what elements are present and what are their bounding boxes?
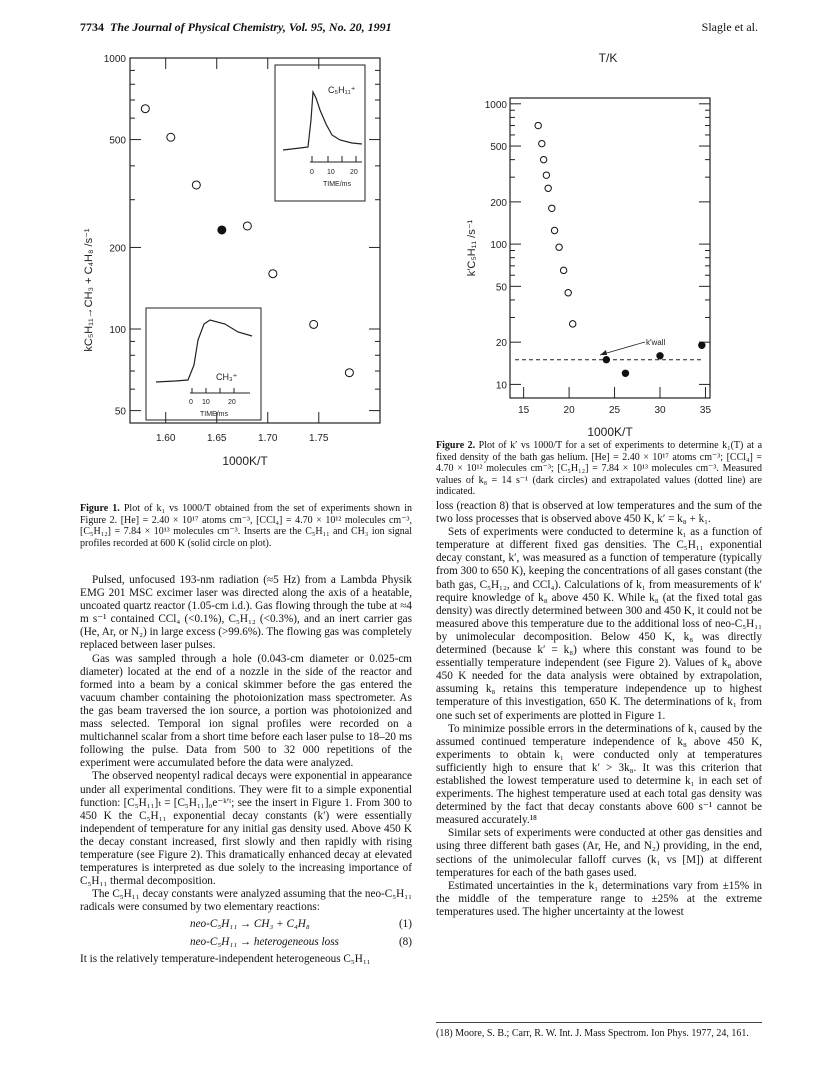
fig1-inset-top: [275, 65, 365, 201]
fig2-wall-annotation: [600, 338, 666, 355]
paragraph: loss (reaction 8) that is observed at low temperatures and the sum of the two loss processes that is observed above 450 K, k′ = k₈ + k₁.: [436, 500, 762, 526]
fig2-caption-label: Figure 2.: [436, 440, 476, 451]
equation-1-text: neo-C₅H₁₁ → CH₃ + C₄H₈: [190, 918, 310, 931]
footnote-rule: [436, 1022, 762, 1023]
fig1-x-tick-label: 1.70: [258, 433, 278, 444]
fig2-point-open: [556, 244, 562, 250]
fig2-y-tick-label: 200: [490, 197, 507, 209]
paragraph: Similar sets of experiments were conducted at other gas densities and using three different bath gases (Ar, He, and N₂) providing, in the end, sections of the unimolecular falloff curves (k₁ vs [M]) at different temperatures for each of the bath gases used.: [436, 827, 762, 879]
fig2-point-filled: [657, 353, 663, 359]
fig2-point-filled: [603, 356, 609, 362]
equation-1: [80, 918, 412, 931]
fig1-x-tick-label: 1.65: [207, 433, 227, 444]
paragraph: Pulsed, unfocused 193-nm radiation (≈5 Hz) from a Lambda Physik EMG 201 MSC excimer laser was directed along the axis of a heatable, uncoated quartz reactor (1.05-cm i.d.). Gas flowing through the tube at ≈4 m s⁻¹ contained CCl₄ (<0.1%), C₅H₁₂ (<0.3%), and an inert carrier gas (He, Ar, or N₂) in large excess (>99.6%). The flowing gas was completely replaced between laser pulses.: [80, 574, 412, 652]
inset-top-label: C₅H₁₁⁺: [328, 85, 356, 95]
fig2-x-tick-label: 30: [654, 405, 666, 416]
fig2-point-filled: [622, 370, 628, 376]
fig2-y-tick-label: 20: [495, 338, 507, 350]
paragraph: Sets of experiments were conducted to determine k₁ as a function of temperature at different fixed gas densities. The C₅H₁₁ exponential decay constant, k′, was measured as a function of temperature (typically from 300 to 650 K), keeping the concentrations of all gases constant (the bath gas, C₅H₁₂, and CCl₄). Calculations of k₁ from measurements of k′ require knowledge of k₈ above 450 K. While k₈ (at the fixed total gas density) was directly determined between 300 and 450 K, it could not be measured above this temperature due to the additional loss of neo-C₅H₁₁ by unimolecular decomposition. Below 450 K, k₈ was directly determined (because k′ = k₈) where this constant was found to be essentially temperature independent (see Figure 2). Values of k₈ above 450 K needed for the data analysis were obtained by extrapolation, assuming k₈ retains this temperature independence up to highest temperature of this investigation, 650 K. The determinations of k₁ from one such set of experiments are plotted in Figure 1.: [436, 526, 762, 722]
fig2-point-open: [545, 185, 551, 191]
fig1-y-tick-label: 500: [109, 135, 126, 147]
fig1-x-tick-label: 1.75: [309, 433, 329, 444]
footnote: (18) Moore, S. B.; Carr, R. W. Int. J. Mass Spectrom. Ion Phys. 1977, 24, 161.: [436, 1028, 749, 1039]
fig2-point-open: [535, 122, 541, 128]
fig2-point-open: [570, 321, 576, 327]
fig2-point-open: [543, 172, 549, 178]
equation-8: [80, 936, 412, 949]
fig1-point-open: [269, 270, 277, 278]
author-header: Slagle et al.: [701, 20, 758, 34]
fig2-point-open: [539, 140, 545, 146]
fig2-x-tick-label: 35: [699, 405, 712, 416]
fig1-point-open: [141, 105, 149, 113]
inset-bottom-tick-0: 0: [189, 399, 193, 406]
fig2-ylabel: k′C₅H₁₁ /s⁻¹: [466, 219, 478, 277]
figure-1-caption: [80, 503, 412, 549]
fig2-y-tick-label: 1000: [484, 99, 507, 111]
inset-top-xlabel: TIME/ms: [323, 181, 351, 188]
fig2-point-filled: [699, 342, 705, 348]
equation-1-number: (1): [398, 918, 412, 931]
fig2-point-open: [549, 205, 555, 211]
figure-2-caption: [436, 440, 762, 498]
fig2-points: [535, 122, 705, 376]
left-text-column: [80, 574, 412, 966]
paragraph: To minimize possible errors in the determinations of k₁ caused by the assumed continued temperature independence of k₈ above 450 K, experiments to obtain k₁ were conducted only at temperatures sufficiently high to ensure that k′ > 3k₈. It was this criterion that established the lowest temperature used to determine k₁ in each set of experiments. The highest temperature used at each total gas density was determined by the fact that decay constants above 600 s⁻¹ cannot be measured accurately.¹⁸: [436, 722, 762, 827]
fig2-y-tick-label: 100: [490, 240, 507, 252]
fig2-point-open: [565, 290, 571, 296]
fig2-point-open: [551, 227, 557, 233]
journal-title: The Journal of Physical Chemistry, Vol. 95, No. 20, 1991: [110, 20, 392, 34]
fig2-caption-text: Plot of k′ vs 1000/T for a set of experiments to determine k₁(T) at a fixed density of the bath gas helium. [He] = 2.40 × 10¹⁷ atoms cm⁻³; [CCl₄] = 4.70 × 10¹² molecules cm⁻³; [C₅H₁₂] = 7.84 × 10¹³ molecules cm⁻³. Measured values of k₈ = 14 s⁻¹ (dark circles) and extrapolated values (dotted line) are indicated.: [436, 440, 763, 497]
fig2-x-tick-label: 15: [518, 405, 530, 416]
fig1-frame: [130, 58, 380, 423]
fig2-y-tick-label: 10: [495, 380, 507, 392]
figure-2: [450, 48, 750, 438]
inset-bottom-label: CH₃⁺: [216, 372, 238, 382]
inset-top-tick-0: 0: [310, 169, 314, 176]
fig1-point-open: [192, 181, 200, 189]
fig2-point-open: [540, 156, 546, 162]
fig1-y-tick-label: 1000: [103, 54, 126, 65]
running-header: [80, 20, 392, 35]
fig2-xlabel: 1000K/T: [587, 425, 633, 438]
fig1-point-open: [243, 222, 251, 230]
fig2-x-axis: [518, 387, 711, 416]
fig2-y-tick-label: 50: [495, 282, 507, 294]
inset-top-tick-2: 20: [350, 169, 358, 176]
equation-8-text: neo-C₅H₁₁ → heterogeneous loss: [190, 935, 339, 948]
inset-bottom-tick-2: 20: [228, 399, 236, 406]
right-text-column: [436, 500, 762, 919]
paragraph: The C₅H₁₁ decay constants were analyzed assuming that the neo-C₅H₁₁ radicals were consumed by two elementary reactions:: [80, 888, 412, 914]
fig1-y-tick-label: 50: [114, 406, 126, 418]
paragraph: Estimated uncertainties in the k₁ determinations vary from ±15% in the middle of the temperature range to ±25% at the extreme temperatures used. The higher uncertainty at the lowest: [436, 879, 762, 918]
fig1-inset-bottom: [146, 308, 261, 420]
fig2-y-tick-label: 500: [490, 142, 507, 154]
fig2-top-label: T/K: [598, 51, 618, 65]
paragraph: The observed neopentyl radical decays were exponential in appearance under all experimental conditions. They were fit to a simple exponential function: [C₅H₁₁]ₜ = [C₅H₁₁]₀e⁻ᵏ′ᵗ; see the insert in Figure 1. From 300 to 450 K the C₅H₁₁ exponential decay constants (k′) were essentially independent of temperature for any initial gas density used. Above 450 K the decay constant increased, first slowly and then rapidly with rising temperature (see Figure 2). This dramatically enhanced decay at elevated temperatures is interpreted as due solely to the increasing importance of C₅H₁₁ thermal decomposition.: [80, 770, 412, 888]
fig1-point-open: [167, 133, 175, 141]
fig1-ylabel: kC₅H₁₁→CH₃ + C₄H₈ /s⁻¹: [83, 228, 95, 352]
fig2-point-open: [560, 267, 566, 273]
inset-bottom-tick-1: 10: [202, 399, 210, 406]
fig2-wall-label: k′wall: [646, 338, 666, 347]
fig1-point-open: [345, 369, 353, 377]
page-number: 7734: [80, 20, 104, 34]
fig1-xlabel: 1000K/T: [222, 454, 268, 468]
fig1-x-axis: [156, 58, 329, 444]
equation-8-number: (8): [398, 935, 412, 948]
figure-1: [70, 40, 410, 500]
fig1-y-tick-label: 100: [109, 325, 126, 337]
fig2-x-tick-label: 20: [563, 405, 575, 416]
fig1-points: [141, 105, 353, 377]
fig1-x-tick-label: 1.60: [155, 433, 176, 444]
fig2-x-tick-label: 25: [608, 405, 621, 416]
fig2-y-axis: [485, 100, 710, 392]
fig1-caption-label: Figure 1.: [80, 503, 120, 514]
fig1-caption-text: Plot of k₁ vs 1000/T obtained from the set of experiments shown in Figure 2. [He] = 2.40 × 10¹⁷ atoms cm⁻³, [CCl₄] = 4.70 × 10¹² molecules cm⁻³, [C₅H₁₂] = 7.84 × 10¹³ molecules cm⁻³. Inserts are the C₅H₁₁ and CH₃ ion signal profiles recorded at 600 K (solid circle on plot).: [80, 503, 412, 549]
inset-bottom-xlabel: TIME/ms: [200, 411, 228, 418]
fig1-y-tick-label: 200: [109, 243, 126, 255]
inset-top-tick-1: 10: [327, 169, 335, 176]
fig1-point-open: [310, 320, 318, 328]
fig1-point-filled: [218, 226, 226, 234]
paragraph: It is the relatively temperature-independent heterogeneous C₅H₁₁: [80, 952, 371, 965]
paragraph: Gas was sampled through a hole (0.043-cm diameter or 0.025-cm diameter) located at the end of a nozzle in the side of the reactor and formed into a beam by a conical skimmer before the gas entered the vacuum chamber containing the photoionization mass spectrometer. As the gas beam traversed the ion source, a portion was photoionized and mass selected. Temporal ion signal profiles were recorded on a multichannel scalar from a short time before each laser pulse to 18–20 ms following the pulse. Data from 500 to 32 000 repetitions of the experiment were accumulated before the data were analyzed.: [80, 652, 412, 770]
